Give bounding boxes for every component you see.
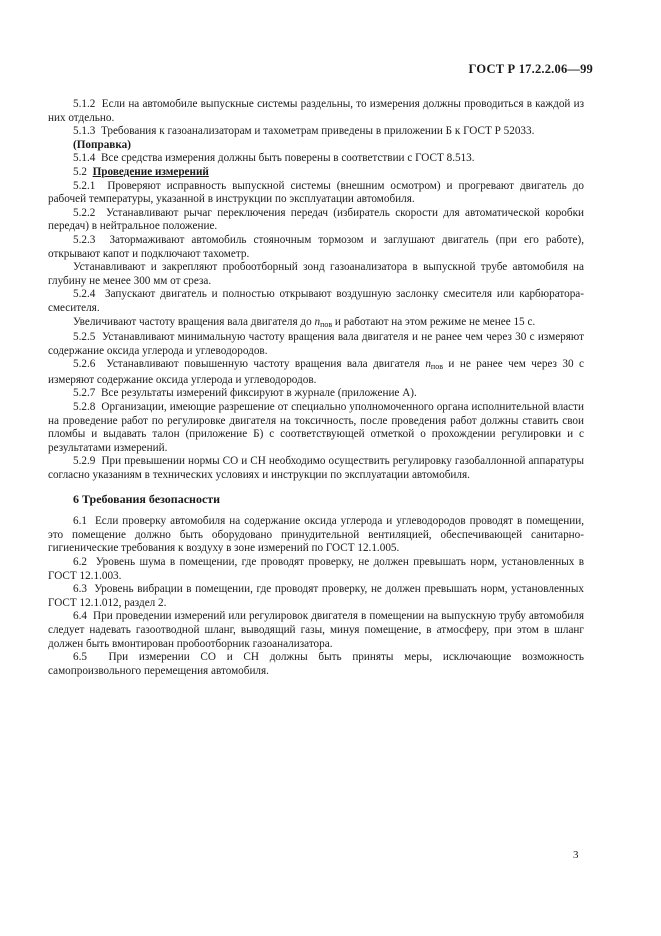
paragraph-5-2-1: 5.2.1 Проверяют исправность выпускной системы (внешним осмотром) и прогревают двигатель до рабочей температуры, указанной в инструкции по эксплуатации автомобиля.	[48, 179, 584, 206]
paragraph-6-2: 6.2 Уровень шума в помещении, где проводят проверку, не должен превышать норм, установленных в ГОСТ 12.1.003.	[48, 556, 585, 582]
paragraph-5-2-3: 5.2.3 Затормаживают автомобиль стояночным тормозом и заглушают двигатель (при его работе), открывают капот и подключают тахометр.	[48, 233, 584, 260]
correction-note: (Поправка)	[73, 138, 131, 151]
subsection-5-2-heading: 5.2 Проведение измерений	[73, 165, 209, 178]
document-body	[48, 98, 584, 678]
page-number: 3	[573, 849, 579, 861]
paragraph-6-4: 6.4 При проведении измерений или регулировок двигателя в помещении на выпускную трубу автомобиля следует надевать газоотводной шланг, выводящий газы, минуя помещение, в атмосферу, при этом в шланг должен быть вмонтирован пробоотборник газоанализатора.	[48, 610, 584, 650]
paragraph-probe-install: Устанавливают и закрепляют пробоотборный зонд газоанализатора в выпускной трубе автомобиля на глубину не менее 300 мм от среза.	[48, 261, 584, 287]
paragraph-5-1-3: 5.1.3 Требования к газоанализаторам и тахометрам приведены в приложении Б к ГОСТ Р 52033.	[73, 125, 535, 138]
paragraph-5-2-8: 5.2.8 Организации, имеющие разрешение от специально уполномоченного органа исполнительной власти на проведение работ по регулировке двигателя на токсичность, после проведения работ должны ставить свои пломбы и выдавать талон (приложение Б) с соответствующей отметкой о прохождении регулировки и с результатами измерений.	[48, 401, 584, 454]
paragraph-5-2-5: 5.2.5 Устанавливают минимальную частоту вращения вала двигателя и не ранее чем через 30 с измеряют содержание оксида углерода и углеводородов.	[48, 331, 585, 357]
document-header: ГОСТ Р 17.2.2.06—99	[468, 62, 593, 76]
paragraph-5-2-4: 5.2.4 Запускают двигатель и полностью открывают воздушную заслонку смесителя или карбюратора-смесителя.	[48, 288, 584, 314]
paragraph-5-1-4: 5.1.4 Все средства измерения должны быть поверены в соответствии с ГОСТ 8.513.	[73, 152, 475, 165]
section-6-title: 6 Требования безопасности	[73, 491, 221, 506]
paragraph-5-2-6: 5.2.6 Устанавливают повышенную частоту вращения вала двигателя $n_{пов}$ и не ранее чем через 30 с измеряют содержание оксида углерода и углеводородов.	[48, 358, 584, 386]
paragraph-6-3: 6.3 Уровень вибрации в помещении, где проводят проверку, не должен превышать норм, установленных ГОСТ 12.1.012, раздел 2.	[48, 583, 584, 609]
paragraph-5-2-2: 5.2.2 Устанавливают рычаг переключения передач (избиратель скорости для автоматической коробки передач) в нейтральное положение.	[48, 206, 584, 233]
paragraph-rpm-increase: Увеличивают частоту вращения вала двигателя до $n_{пов}$ и работают на этом режиме не менее 15 с.	[73, 315, 536, 329]
paragraph-6-1: 6.1 Если проверку автомобиля на содержание оксида углерода и углеводородов проводят в помещении, это помещение должно быть оборудовано принудительной вентиляцией, обеспечивающей санитарно-гигиенические требования к воздуху в зоне измерений по ГОСТ 12.1.005.	[48, 515, 584, 555]
paragraph-5-2-9: 5.2.9 При превышении нормы СО и СН необходимо осуществить регулировку газобаллонной аппаратуры согласно указаниям в технических условиях и инструкции по эксплуатации автомобиля.	[48, 455, 584, 482]
paragraph-5-2-7: 5.2.7 Все результаты измерений фиксируют в журнале (приложение А).	[73, 387, 417, 400]
paragraph-6-5: 6.5 При измерении СО и СН должны быть приняты меры, исключающие возможность самопроизвольного перемещения автомобиля.	[48, 651, 585, 677]
paragraph-5-1-2: 5.1.2 Если на автомобиле выпускные системы раздельны, то измерения должны проводиться в каждой из них отдельно.	[48, 98, 584, 124]
